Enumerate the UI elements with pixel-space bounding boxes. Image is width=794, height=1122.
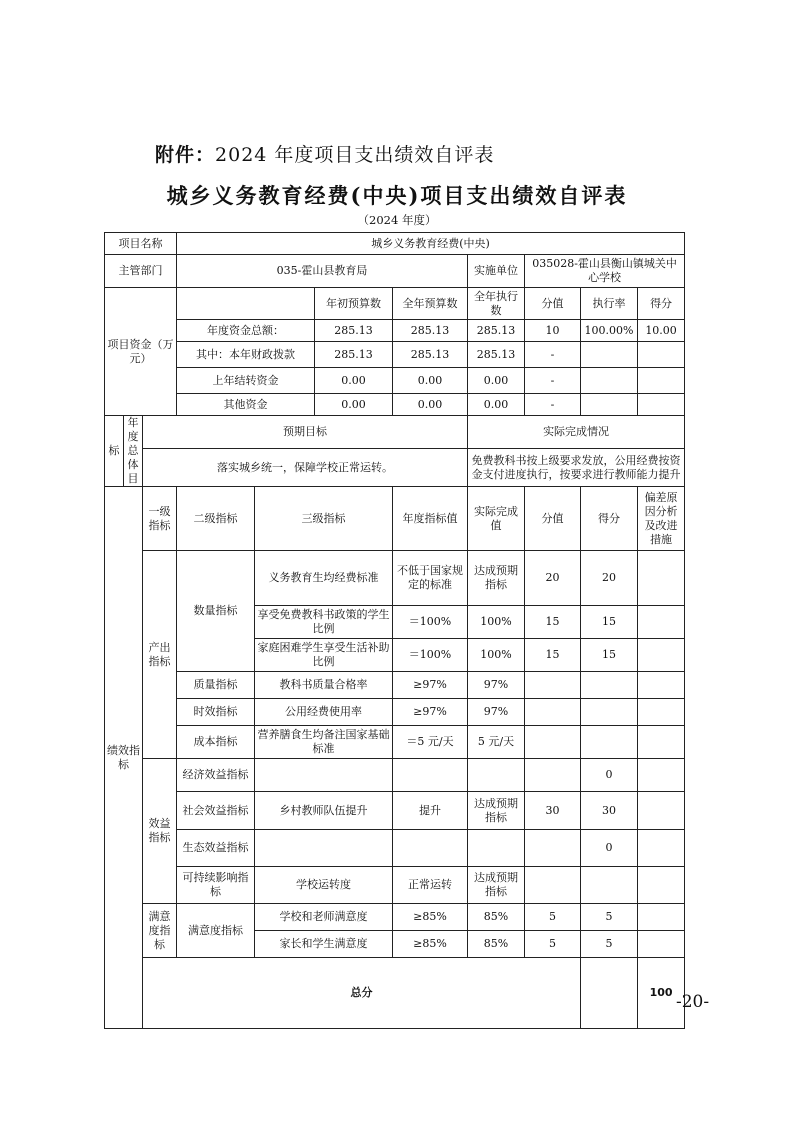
indicator-reason	[638, 904, 685, 931]
indicator-level3: 家庭困难学生享受生活补助比例	[255, 639, 393, 672]
header-actual: 实际完成值	[468, 487, 525, 551]
indicator-level3: 学校运转度	[255, 867, 393, 904]
indicator-actual: 97%	[468, 699, 525, 726]
benefit-label: 效益指标	[143, 759, 177, 904]
funds-header: 得分	[638, 288, 685, 320]
funds-annual: 0.00	[393, 368, 468, 394]
indicator-score: 30	[581, 792, 638, 830]
indicator-row	[105, 904, 685, 931]
indicator-score-value	[525, 699, 581, 726]
funds-rate	[581, 342, 638, 368]
indicator-score-value: 30	[525, 792, 581, 830]
header-level3: 三级指标	[255, 487, 393, 551]
indicator-row	[105, 726, 685, 759]
indicator-level3: 乡村教师队伍提升	[255, 792, 393, 830]
indicator-level3: 家长和学生满意度	[255, 931, 393, 958]
indicator-reason	[638, 759, 685, 792]
indicator-reason	[638, 931, 685, 958]
indicator-reason	[638, 792, 685, 830]
header-target: 年度指标值	[393, 487, 468, 551]
attachment-label: 附件：	[155, 144, 216, 166]
indicator-target	[393, 830, 468, 867]
header-score: 得分	[581, 487, 638, 551]
row-department	[105, 255, 685, 288]
quantity-label: 数量指标	[177, 551, 255, 672]
indicator-score-value	[525, 867, 581, 904]
performance-label	[105, 487, 143, 1029]
header-level1: 一级指标	[143, 487, 177, 551]
indicator-target: ＝100%	[393, 606, 468, 639]
attachment-title: 2024 年度项目支出绩效自评表	[215, 144, 495, 166]
performance-label-text: 绩效指标	[107, 743, 140, 771]
indicator-score-value: 15	[525, 606, 581, 639]
indicator-score-value	[525, 726, 581, 759]
indicator-reason	[638, 830, 685, 867]
row-funds-header	[105, 288, 685, 320]
funds-initial: 0.00	[315, 394, 393, 416]
indicator-reason	[638, 639, 685, 672]
funds-score-value: -	[525, 342, 581, 368]
funds-score	[638, 394, 685, 416]
indicator-actual: 85%	[468, 904, 525, 931]
indicator-target: ＝5 元/天	[393, 726, 468, 759]
funds-annual: 285.13	[393, 320, 468, 342]
indicator-target: ＝100%	[393, 639, 468, 672]
indicator-level2: 成本指标	[177, 726, 255, 759]
total-label: 总分	[143, 958, 581, 1029]
indicator-row	[105, 551, 685, 606]
output-label: 产出指标	[143, 551, 177, 759]
row-goals-header	[105, 416, 685, 449]
indicator-level3: 教科书质量合格率	[255, 672, 393, 699]
indicator-target: ≥97%	[393, 672, 468, 699]
indicator-score: 0	[581, 759, 638, 792]
indicator-actual: 达成预期指标	[468, 792, 525, 830]
form-title: 城乡义务教育经费(中央)项目支出绩效自评表	[166, 183, 628, 208]
indicator-actual: 达成预期指标	[468, 867, 525, 904]
indicator-row	[105, 830, 685, 867]
indicator-target: ≥85%	[393, 931, 468, 958]
indicator-score: 15	[581, 639, 638, 672]
funds-score	[638, 368, 685, 394]
funds-header: 执行率	[581, 288, 638, 320]
funds-row	[105, 394, 685, 416]
indicator-score	[581, 699, 638, 726]
indicator-level2: 可持续影响指标	[177, 867, 255, 904]
funds-initial: 0.00	[315, 368, 393, 394]
funds-label: 项目资金（万元）	[105, 288, 177, 416]
indicator-target	[393, 759, 468, 792]
funds-row-name: 其中：本年财政拨款	[177, 342, 315, 368]
satisfaction-level2: 满意度指标	[177, 904, 255, 958]
goals-inner-label-text: 年度总体目	[127, 416, 139, 485]
funds-annual: 285.13	[393, 342, 468, 368]
indicator-actual	[468, 830, 525, 867]
indicator-level3: 享受免费教科书政策的学生比例	[255, 606, 393, 639]
indicator-level2: 生态效益指标	[177, 830, 255, 867]
funds-row	[105, 320, 685, 342]
indicator-level3: 学校和老师满意度	[255, 904, 393, 931]
dept-label: 主管部门	[105, 255, 177, 288]
goals-expected-header: 预期目标	[143, 416, 468, 449]
funds-row-name: 年度资金总额：	[177, 320, 315, 342]
indicator-score	[581, 672, 638, 699]
funds-score-value: 10	[525, 320, 581, 342]
indicator-reason	[638, 606, 685, 639]
indicator-actual: 85%	[468, 931, 525, 958]
funds-row	[105, 368, 685, 394]
indicator-reason	[638, 551, 685, 606]
funds-score	[638, 342, 685, 368]
indicator-level2: 经济效益指标	[177, 759, 255, 792]
funds-score: 10.00	[638, 320, 685, 342]
indicator-level3: 公用经费使用率	[255, 699, 393, 726]
satisfaction-label: 满意度指标	[143, 904, 177, 958]
indicator-target: 提升	[393, 792, 468, 830]
goals-outer-label: 标	[105, 416, 124, 487]
funds-executed: 0.00	[468, 368, 525, 394]
row-project-name	[105, 233, 685, 255]
indicator-actual: 100%	[468, 606, 525, 639]
row-total	[105, 958, 685, 1029]
indicator-score-value: 5	[525, 931, 581, 958]
funds-row-name: 其他资金	[177, 394, 315, 416]
indicator-score: 5	[581, 904, 638, 931]
indicator-score-value: 5	[525, 904, 581, 931]
indicator-row	[105, 867, 685, 904]
unit-value: 035028-霍山县衡山镇城关中心学校	[525, 255, 685, 288]
goals-inner-label	[124, 416, 143, 487]
funds-row	[105, 342, 685, 368]
funds-score-value: -	[525, 368, 581, 394]
indicator-actual: 5 元/天	[468, 726, 525, 759]
indicator-row	[105, 672, 685, 699]
goals-expected: 落实城乡统一，保障学校正常运转。	[143, 449, 468, 487]
funds-header: 全年预算数	[393, 288, 468, 320]
funds-header: 全年执行数	[468, 288, 525, 320]
indicator-reason	[638, 699, 685, 726]
indicator-score-value	[525, 672, 581, 699]
header-score-value: 分值	[525, 487, 581, 551]
funds-executed: 285.13	[468, 342, 525, 368]
header-level2: 二级指标	[177, 487, 255, 551]
indicator-level2: 质量指标	[177, 672, 255, 699]
indicator-reason	[638, 726, 685, 759]
funds-executed: 0.00	[468, 394, 525, 416]
indicator-level3: 义务教育生均经费标准	[255, 551, 393, 606]
indicator-score	[581, 726, 638, 759]
indicator-row	[105, 699, 685, 726]
indicator-row	[105, 792, 685, 830]
indicator-score: 20	[581, 551, 638, 606]
funds-rate	[581, 394, 638, 416]
header-reason: 偏差原因分析及改进措施	[638, 487, 685, 551]
funds-header: 年初预算数	[315, 288, 393, 320]
indicator-actual: 达成预期指标	[468, 551, 525, 606]
funds-executed: 285.13	[468, 320, 525, 342]
indicator-level3: 营养膳食生均备注国家基础标准	[255, 726, 393, 759]
self-evaluation-table	[104, 232, 685, 1029]
indicator-score-value: 15	[525, 639, 581, 672]
total-blank	[581, 958, 638, 1029]
indicator-level2: 社会效益指标	[177, 792, 255, 830]
indicator-score: 5	[581, 931, 638, 958]
indicator-actual	[468, 759, 525, 792]
indicator-reason	[638, 672, 685, 699]
funds-rate: 100.00%	[581, 320, 638, 342]
funds-header: 分值	[525, 288, 581, 320]
indicator-score	[581, 867, 638, 904]
indicator-actual: 97%	[468, 672, 525, 699]
indicator-level3	[255, 759, 393, 792]
goals-actual: 免费教科书按上级要求发放，公用经费按资金支付进度执行，按要求进行教师能力提升	[468, 449, 685, 487]
funds-initial: 285.13	[315, 342, 393, 368]
form-year: （2024 年度）	[357, 213, 437, 227]
total-score-value: 100	[638, 958, 685, 1029]
attachment-heading	[155, 140, 494, 167]
goals-actual-header: 实际完成情况	[468, 416, 685, 449]
indicator-row	[105, 759, 685, 792]
indicator-target: ≥97%	[393, 699, 468, 726]
indicator-target: ≥85%	[393, 904, 468, 931]
indicator-target: 正常运转	[393, 867, 468, 904]
funds-annual: 0.00	[393, 394, 468, 416]
project-name: 城乡义务教育经费(中央)	[177, 233, 685, 255]
funds-score-value: -	[525, 394, 581, 416]
indicator-score: 0	[581, 830, 638, 867]
page-number: -20-	[676, 992, 710, 1012]
indicator-score-value: 20	[525, 551, 581, 606]
funds-row-name: 上年结转资金	[177, 368, 315, 394]
project-name-label: 项目名称	[105, 233, 177, 255]
indicator-target: 不低于国家规定的标准	[393, 551, 468, 606]
indicator-level3	[255, 830, 393, 867]
indicator-actual: 100%	[468, 639, 525, 672]
indicator-score: 15	[581, 606, 638, 639]
funds-blank-header	[177, 288, 315, 320]
row-performance-header	[105, 487, 685, 551]
indicator-reason	[638, 867, 685, 904]
funds-initial: 285.13	[315, 320, 393, 342]
indicator-score-value	[525, 830, 581, 867]
row-goals	[105, 449, 685, 487]
unit-label: 实施单位	[468, 255, 525, 288]
funds-rate	[581, 368, 638, 394]
indicator-level2: 时效指标	[177, 699, 255, 726]
indicator-score-value	[525, 759, 581, 792]
dept-value: 035-霍山县教育局	[177, 255, 468, 288]
